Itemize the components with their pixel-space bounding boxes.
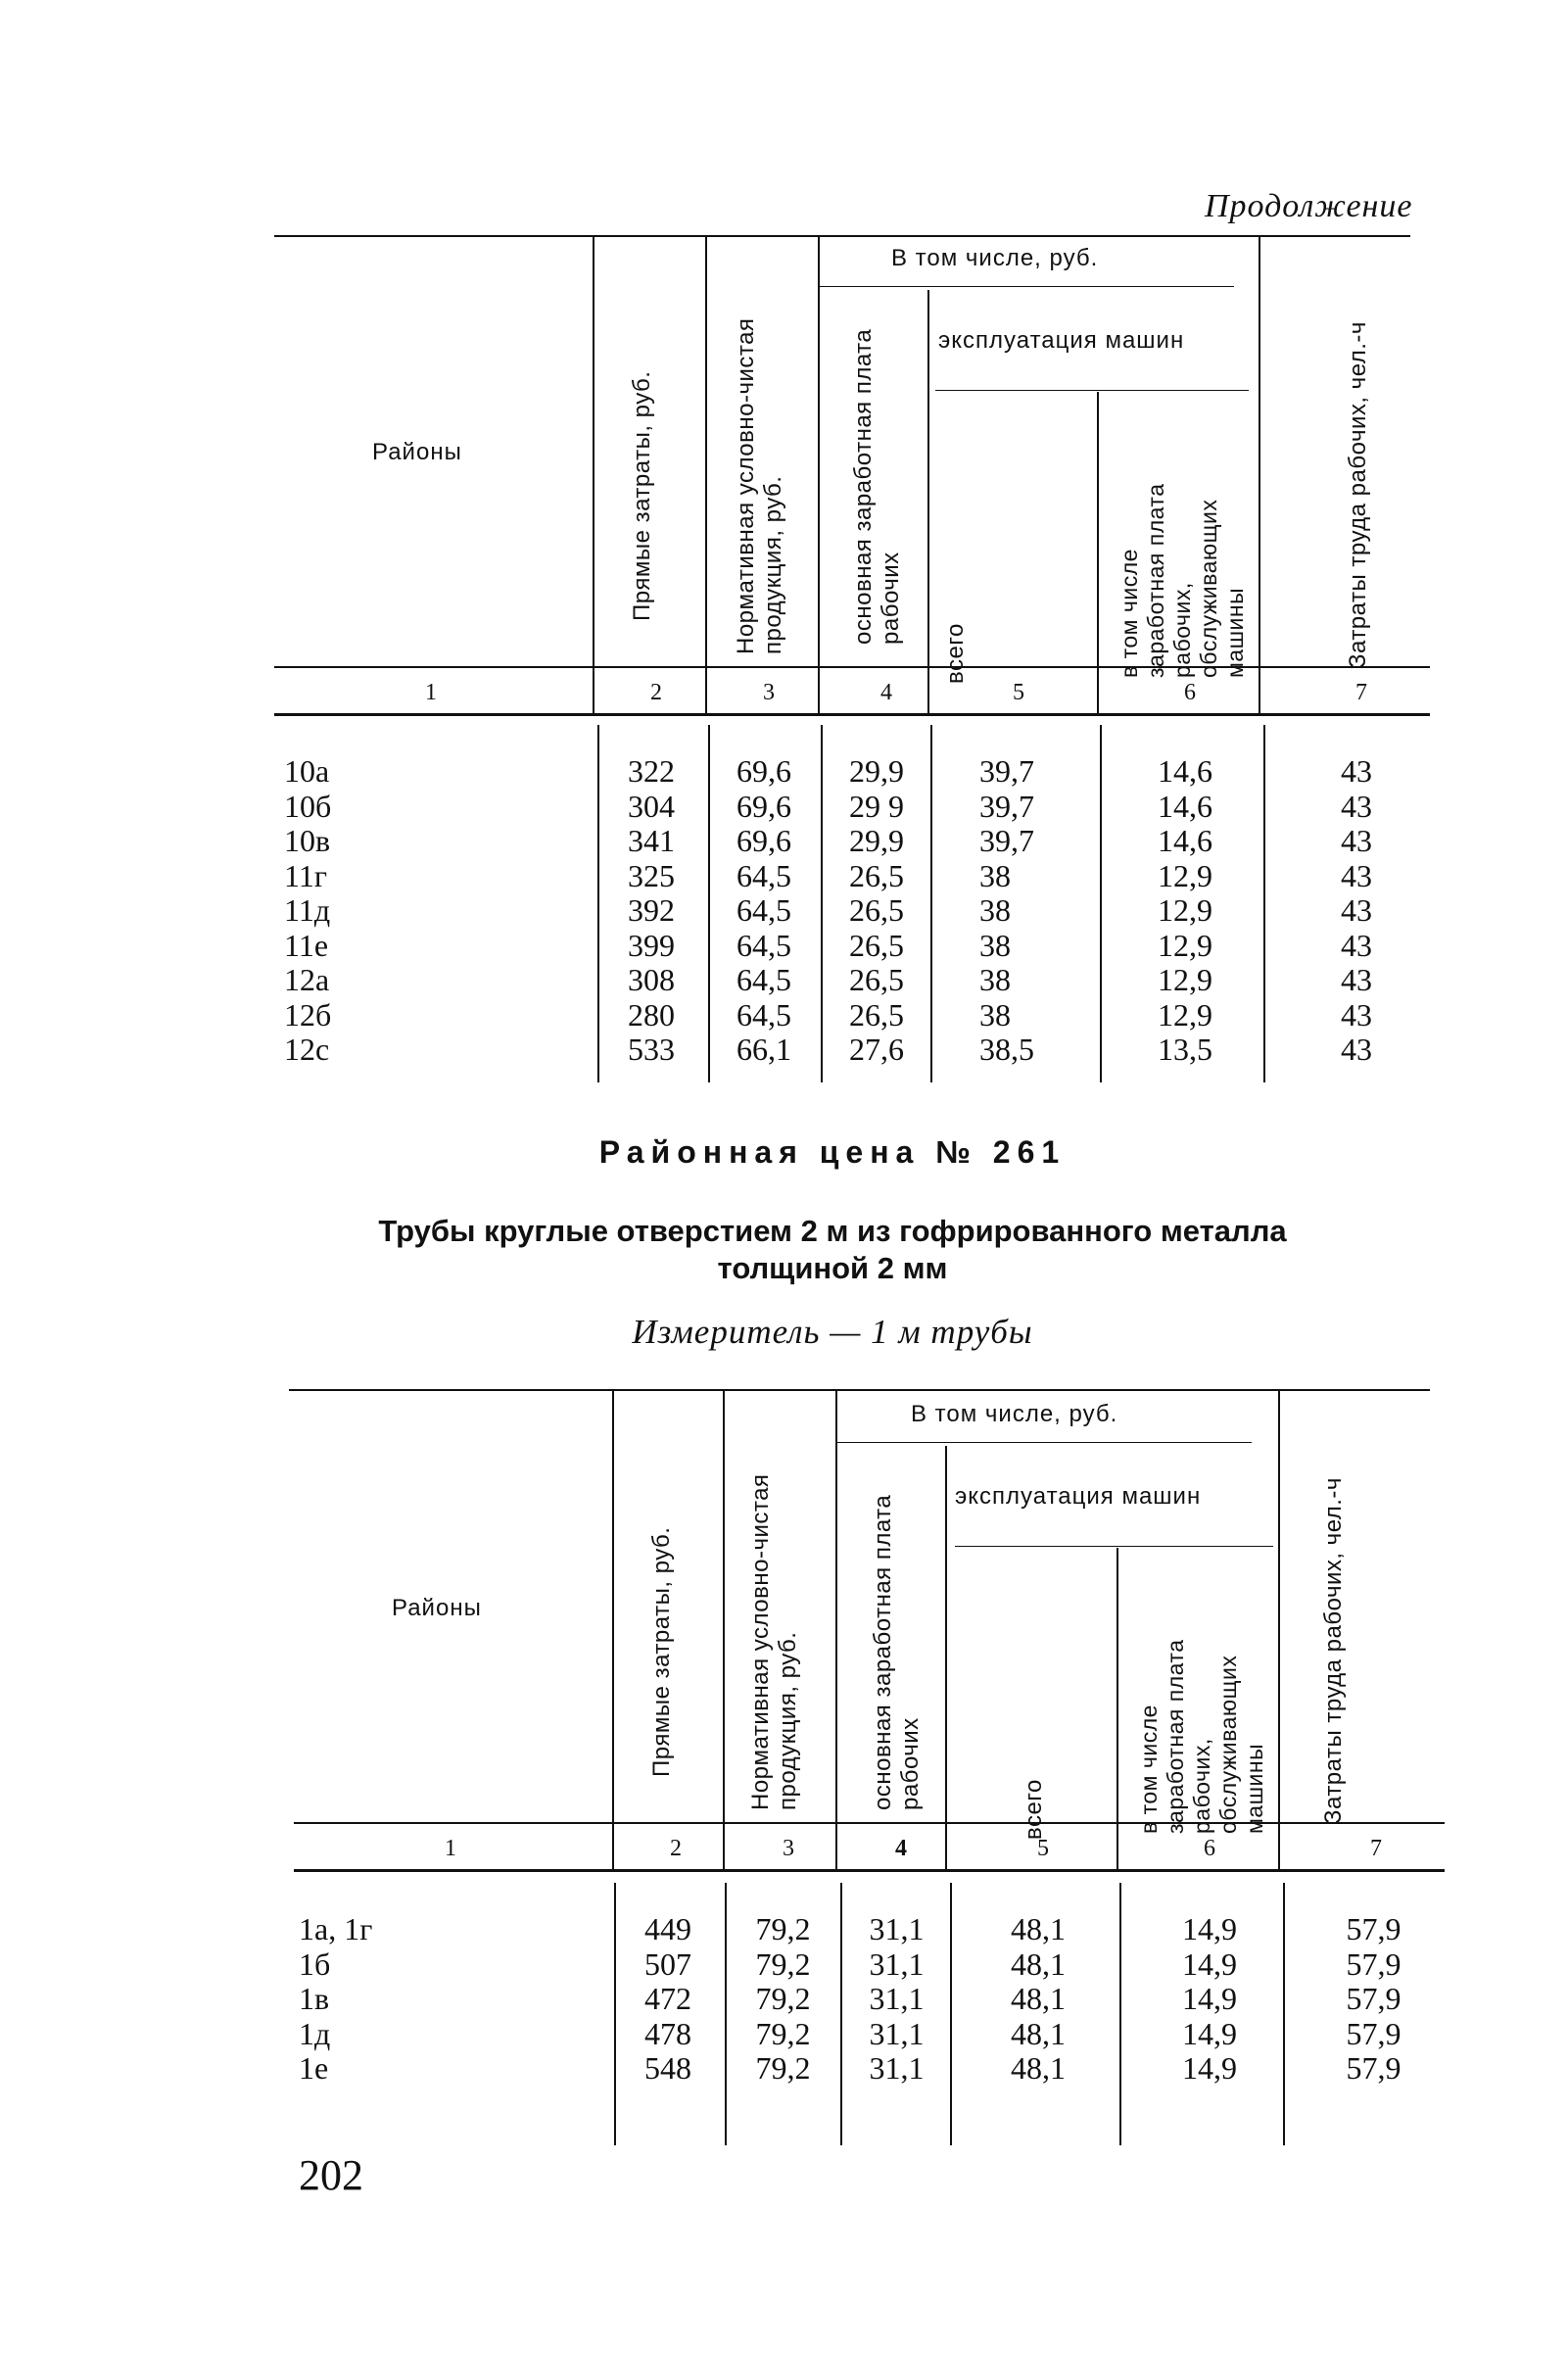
header-machine-ops: эксплуатация машин	[938, 327, 1185, 354]
header-total: всего	[1021, 1779, 1047, 1840]
page-number: 202	[299, 2151, 363, 2199]
col-number: 7	[1355, 680, 1367, 705]
total-column: 48,1 48,1 48,1 48,1 48,1	[1011, 1911, 1066, 2086]
direct-costs-column: 449 507 472 478 548	[644, 1911, 691, 2086]
normative-column: 79,2 79,2 79,2 79,2 79,2	[755, 1911, 811, 2086]
continuation-label: Продолжение	[1205, 188, 1413, 224]
header-machine-ops: эксплуатация машин	[955, 1483, 1202, 1510]
normative-column: 69,6 69,6 69,6 64,5 64,5 64,5 64,5 64,5 66,1	[736, 753, 791, 1067]
col-number: 6	[1184, 680, 1196, 705]
section-heading-line2: толщиной 2 мм	[717, 1251, 948, 1285]
header-incl: В том числе, руб.	[891, 245, 1099, 271]
col-number: 1	[425, 680, 437, 705]
header-incl-wage: в том числе заработная плата рабочих, обслуживающих машины	[1117, 483, 1248, 678]
header-normative: Нормативная условно-чистая продукция, руб.	[733, 317, 786, 654]
price-title: Районная цена № 261	[598, 1134, 1067, 1170]
col-number: 2	[650, 680, 662, 705]
col-number: 4	[895, 1836, 907, 1861]
col-number: 4	[880, 680, 892, 705]
incl-wage-column: 14,9 14,9 14,9 14,9 14,9	[1182, 1911, 1237, 2086]
base-wage-column: 29,9 29 9 29,9 26,5 26,5 26,5 26,5 26,5 27,6	[849, 753, 904, 1067]
measure-unit: Измеритель — 1 м трубы	[632, 1313, 1033, 1351]
direct-costs-column: 322 304 341 325 392 399 308 280 533	[628, 753, 675, 1067]
total-column: 39,7 39,7 39,7 38 38 38 38 38 38,5	[979, 753, 1034, 1067]
col-number: 2	[670, 1836, 682, 1861]
header-direct-costs: Прямые затраты, руб.	[648, 1526, 675, 1777]
base-wage-column: 31,1 31,1 31,1 31,1 31,1	[869, 1911, 925, 2086]
header-base-wage: основная заработная плата рабочих	[870, 1494, 924, 1810]
col-number: 7	[1370, 1836, 1382, 1861]
table-row: 10а 10б 10в 11г 11д 11е 12а 12б 12с	[284, 753, 332, 1067]
header-districts: Районы	[392, 1595, 482, 1621]
col-number: 5	[1013, 680, 1024, 705]
header-labor: Затраты труда рабочих, чел.-ч	[1345, 321, 1371, 668]
header-incl: В том числе, руб.	[911, 1401, 1118, 1427]
labor-column: 57,9 57,9 57,9 57,9 57,9	[1346, 1911, 1402, 2086]
col-number: 5	[1037, 1836, 1049, 1861]
col-number: 1	[445, 1836, 456, 1861]
incl-wage-column: 14,6 14,6 14,6 12,9 12,9 12,9 12,9 12,9 13,5	[1158, 753, 1212, 1067]
header-total: всего	[942, 623, 969, 684]
header-base-wage: основная заработная плата рабочих	[850, 328, 904, 645]
header-incl-wage: в том числе заработная плата рабочих, обслуживающих машины	[1136, 1639, 1267, 1834]
table-row: 1а, 1г 1б 1в 1д 1е	[299, 1911, 373, 2086]
header-labor: Затраты труда рабочих, чел.-ч	[1320, 1477, 1347, 1824]
header-direct-costs: Прямые затраты, руб.	[629, 370, 655, 621]
header-normative: Нормативная условно-чистая продукция, руб.	[747, 1473, 801, 1810]
col-number: 6	[1204, 1836, 1215, 1861]
header-districts: Районы	[372, 439, 462, 465]
section-heading-line1: Трубы круглые отверстием 2 м из гофрированного металла	[378, 1214, 1287, 1248]
col-number: 3	[763, 680, 775, 705]
labor-column: 43 43 43 43 43 43 43 43 43	[1341, 753, 1372, 1067]
col-number: 3	[783, 1836, 794, 1861]
